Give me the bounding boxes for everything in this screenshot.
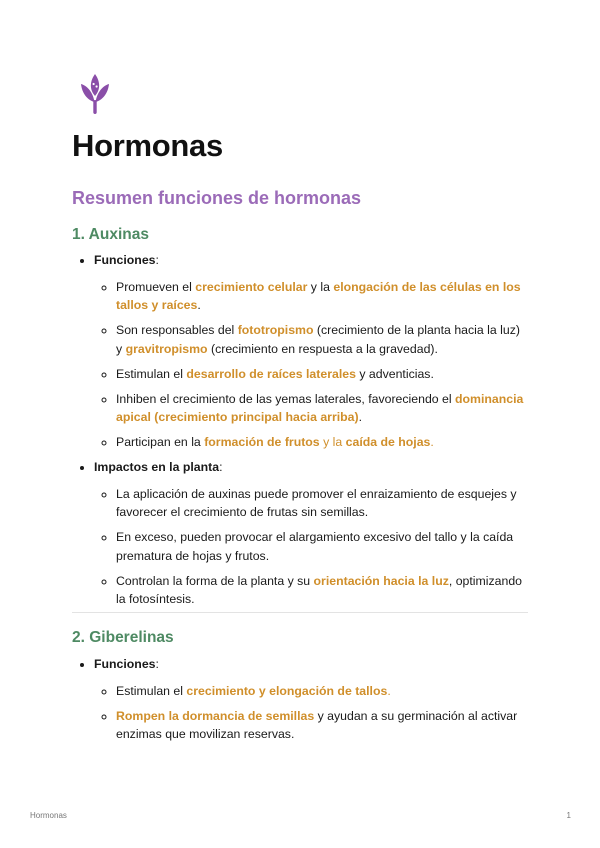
page-title: Hormonas [72,128,223,163]
summary-heading: Resumen funciones de hormonas [72,188,362,208]
sub-bullet-list [94,682,528,744]
label-colon: : [155,657,159,671]
list-item [116,278,528,315]
list-item [116,390,528,427]
sub-bullet-list [94,485,528,609]
highlight-text: . [387,683,391,698]
sprout-logo-icon [78,72,112,116]
text-segment: Promueven el [116,279,196,294]
highlight-text: desarrollo de raíces laterales [186,366,356,381]
section-content-auxinas [72,251,528,615]
bullet-group-label: Funciones [94,253,156,267]
label-colon: : [219,460,223,474]
text-segment: (crecimiento de la planta hacia la luz) y [116,323,520,356]
highlight-text: caída de hojas [345,435,431,449]
label-colon: : [155,253,159,267]
highlight-text: crecimiento celular [195,279,308,294]
text-segment: Estimulan el [116,366,187,381]
highlight-text: Rompen la dormancia de semillas [116,708,315,723]
section-heading-giberelinas: 2. Giberelinas [72,629,174,646]
text-segment: , optimizando la fotosíntesis. [116,573,522,606]
bullet-list [72,655,528,744]
text-segment: . [358,410,363,424]
list-item [116,321,528,358]
highlight-text: fototropismo [237,323,314,337]
text-segment: y adventicias. [355,366,434,381]
section-content-giberelinas [72,655,528,750]
list-item [116,433,528,452]
text-segment: y la [307,279,334,294]
text-segment: Participan en la [116,435,205,449]
highlight-text: gravitropismo [125,341,208,356]
highlight-text: y la [319,435,346,449]
list-item [116,707,528,744]
bullet-group-label: Impactos en la planta [94,460,220,474]
text-segment: Son responsables del [116,323,238,337]
list-item [116,485,528,522]
list-item [116,682,528,701]
list-item [116,572,528,609]
page-number: 1 [566,811,571,820]
highlight-text: . [430,435,434,449]
highlight-text: formación de frutos [204,435,320,449]
text-segment: Inhiben el crecimiento de las yemas laterales, favoreciendo el [116,391,456,406]
text-segment: Estimulan el [116,683,187,698]
text-segment: (crecimiento en respuesta a la gravedad). [207,341,438,356]
text-segment: En exceso, pueden provocar el alargamiento excesivo del tallo y la caída prematura de hojas y frutos. [116,530,514,563]
list-item [116,528,528,565]
bullet-group [94,458,528,609]
sub-bullet-list [94,278,528,452]
section-divider [72,612,528,613]
list-item [116,365,528,384]
text-segment: Controlan la forma de la planta y su [116,573,314,588]
text-segment: La aplicación de auxinas puede promover el enraizamiento de esquejes y favorecer el crecimiento de frutas sin semillas. [116,486,517,519]
text-segment: y ayudan a su germinación al activar enzimas que movilizan reservas. [116,708,518,741]
bullet-group [94,655,528,744]
highlight-text: elongación de las células en los tallos y raíces [116,279,521,312]
bullet-group-label: Funciones [94,657,156,671]
highlight-text: crecimiento y elongación de tallos [186,683,388,698]
highlight-text: dominancia apical (crecimiento principal hacia arriba) [116,391,524,424]
footer-title: Hormonas [30,811,67,820]
text-segment: . [197,298,201,312]
section-heading-auxinas: 1. Auxinas [72,226,149,243]
highlight-text: orientación hacia la luz [313,573,449,588]
bullet-list [72,251,528,609]
bullet-group [94,251,528,452]
